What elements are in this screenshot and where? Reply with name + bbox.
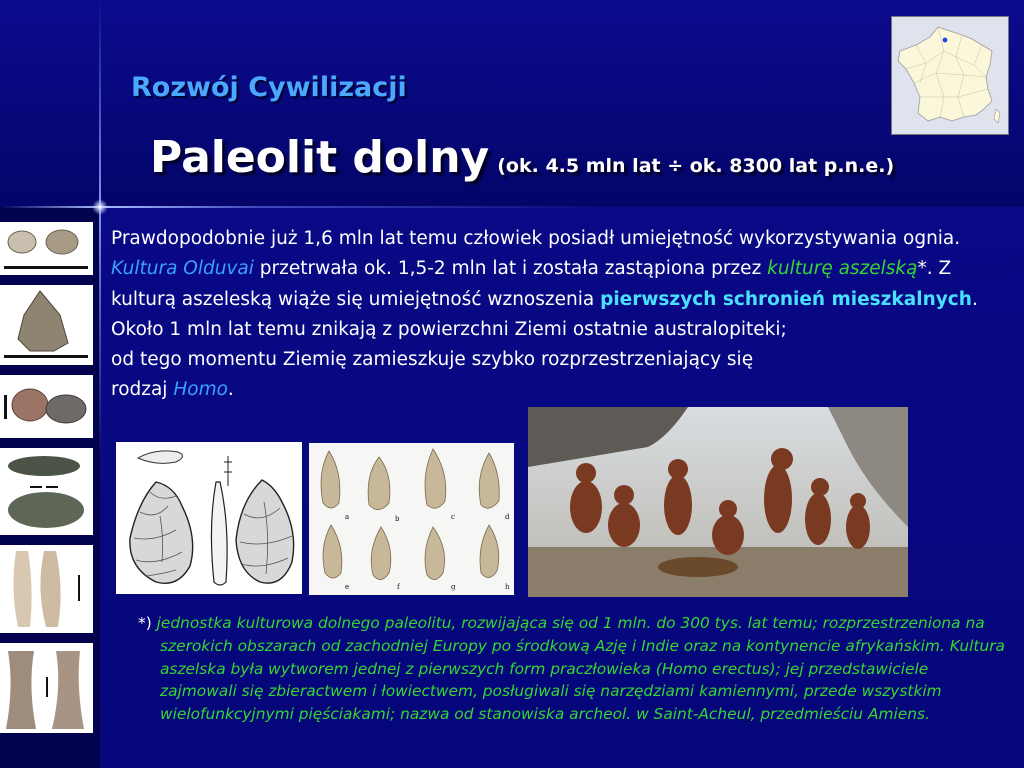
horizontal-divider <box>0 206 1024 208</box>
artifact-thumbnail-1 <box>0 222 93 275</box>
tool-label: g <box>451 583 456 591</box>
title-block <box>150 132 894 183</box>
slide-subtitle: Rozwój Cywilizacji <box>131 72 407 103</box>
tool-label: a <box>345 513 350 521</box>
footnote-text-block <box>138 612 1008 726</box>
artifact-thumbnail-3 <box>0 375 93 438</box>
slide-title-date-range: (ok. 4.5 mln lat ÷ ok. 8300 lat p.n.e.) <box>497 155 895 177</box>
tool-label: f <box>397 583 400 591</box>
paragraph-australopithecus: Około 1 mln lat temu znikają z powierzchni Ziemi ostatnie australopiteki; <box>111 318 787 340</box>
vertical-divider <box>99 0 101 768</box>
artifact-thumbnail-2 <box>0 285 93 365</box>
artifact-thumbnail-4 <box>0 448 93 535</box>
footnote <box>138 612 1008 726</box>
slide-title: Paleolit dolny <box>150 132 490 183</box>
artifact-thumbnail-6 <box>0 643 93 733</box>
homo-term: Homo <box>173 379 228 401</box>
footnote-text: jednostka kulturowa dolnego paleolitu, rozwijająca się od 1 mln. do 300 tys. lat temu; rozprzestrzeniona na szerokich obszarach od zachodniej Europy po środkową Azję i Indie oraz na kontynencie afrykańskim. Kultura aszelska była wytworem jednej z pierwszych form praczłowieka (Homo erectus); jej przedstawiciele zajmowali się zbieractwem i łowiectwem, posługiwali się narzędziami kamiennymi, przede wszystkim wielofunkcyjnymi pięściakami; nazwa od stanowiska archeol. w Saint-Acheul, przedmieściu Amiens. <box>156 614 1005 724</box>
hand-axe-drawing-image <box>116 442 302 594</box>
text-run: Prawdopodobnie już 1,6 mln lat temu człowiek posiadł umiejętność wykorzystywania ognia. <box>111 228 961 249</box>
tool-label: b <box>395 515 400 523</box>
oldowan-culture-term: Kultura Olduvai <box>111 258 254 280</box>
footnote-marker: *) <box>138 614 152 632</box>
artifact-thumbnail-5 <box>0 545 93 633</box>
first-shelters-term: pierwszych schronień mieszkalnych <box>600 288 972 310</box>
tool-label: h <box>505 583 510 591</box>
tool-label: e <box>345 583 350 591</box>
tool-label: d <box>505 513 510 521</box>
stone-tools-grid-image <box>309 443 514 595</box>
tool-label: c <box>451 513 455 521</box>
text-run: przetrwała ok. 1,5-2 mln lat i została zastąpiona przez <box>253 258 768 280</box>
paragraph-homo-line1: od tego momentu Ziemię zamieszkuje szybko rozprzestrzeniający się <box>111 349 754 371</box>
paragraph-homo-line2 <box>111 375 1006 405</box>
location-dot <box>943 38 948 43</box>
text-run: . <box>227 379 234 401</box>
text-run: *. Z kulturą aszeleską wiąże się umiejętność wznoszenia <box>111 258 952 310</box>
acheulean-culture-term: kulturę aszelską <box>767 258 918 280</box>
early-humans-scene-photo <box>528 407 908 597</box>
text-run: . <box>971 288 978 310</box>
main-text <box>111 224 1006 406</box>
text-run: rodzaj <box>111 379 174 401</box>
france-map-image <box>891 16 1009 135</box>
paragraph-fire <box>111 224 1006 315</box>
divider-sparkle <box>92 199 108 215</box>
